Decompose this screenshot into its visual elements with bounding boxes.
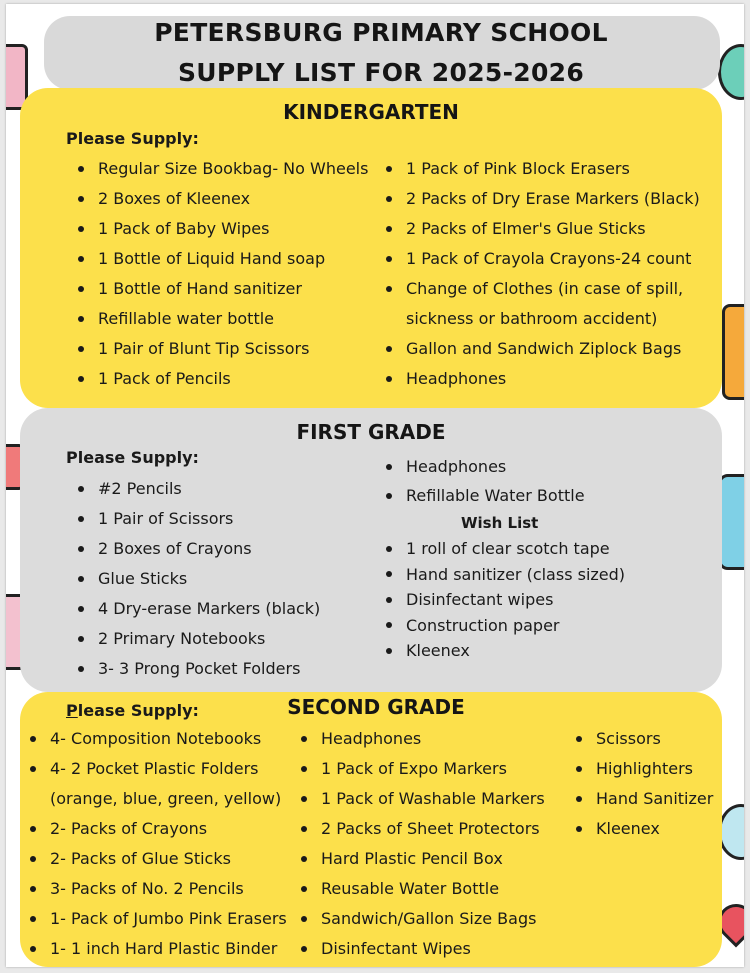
list-item: Construction paper [376,613,625,639]
list-item: Kleenex [566,814,713,844]
list-item: 1 Pack of Washable Markers [291,784,545,814]
first-grade-left-list [68,474,320,684]
list-item: 1 Pack of Pencils [68,364,368,394]
kindergarten-right-list [376,154,700,394]
list-item: Gallon and Sandwich Ziplock Bags [376,334,700,364]
list-item: Highlighters [566,754,713,784]
list-item: 1 Bottle of Liquid Hand soap [68,244,368,274]
first-grade-heading: FIRST GRADE [296,420,446,444]
list-item: 3- Packs of No. 2 Pencils [20,874,287,904]
list-item: 4- Composition Notebooks [20,724,287,754]
list-item: 2 Packs of Sheet Protectors [291,814,545,844]
second-grade-column-1 [20,724,287,964]
kindergarten-heading: KINDERGARTEN [283,100,459,124]
list-item: 1 Pack of Crayola Crayons-24 count [376,244,700,274]
list-item: 1- 1 inch Hard Plastic Binder [20,934,287,964]
list-item: 3- 3 Prong Pocket Folders [68,654,320,684]
second-grade-column-3 [566,724,713,844]
label-rest: lease Supply: [77,701,199,720]
list-item: 1 Pack of Expo Markers [291,754,545,784]
list-item: Scissors [566,724,713,754]
list-item: Disinfectant wipes [376,587,625,613]
second-grade-heading: SECOND GRADE [287,695,465,719]
label-initial: P [66,701,78,720]
list-item: 1 Pair of Scissors [68,504,320,534]
first-grade-wish-list-label: Wish List [461,514,539,532]
first-grade-right-list [376,452,585,510]
list-item: 2- Packs of Glue Sticks [20,844,287,874]
list-item: 1 Pack of Baby Wipes [68,214,368,244]
list-item: 2 Boxes of Crayons [68,534,320,564]
list-item: sickness or bathroom accident) [406,309,658,328]
list-item: #2 Pencils [68,474,320,504]
list-item: 1 roll of clear scotch tape [376,536,625,562]
list-item: 2 Packs of Dry Erase Markers (Black) [376,184,700,214]
list-item: (orange, blue, green, yellow) [50,789,282,808]
supply-list-page [6,4,744,967]
list-item: 1- Pack of Jumbo Pink Erasers [20,904,287,934]
list-item: Sandwich/Gallon Size Bags [291,904,545,934]
kindergarten-please-supply-label: Please Supply: [66,129,199,148]
list-item: 4 Dry-erase Markers (black) [68,594,320,624]
list-item: Kleenex [376,638,625,664]
list-item: Hand Sanitizer [566,784,713,814]
list-item: 2- Packs of Crayons [20,814,287,844]
list-item: Disinfectant Wipes [291,934,545,964]
list-item: 2 Boxes of Kleenex [68,184,368,214]
doodle-right-mid [722,304,744,400]
title-line-1: PETERSBURG PRIMARY SCHOOL [154,18,608,47]
list-item: Headphones [376,452,585,481]
second-grade-please-supply-label [66,701,199,720]
list-item: Headphones [291,724,545,754]
list-item: Regular Size Bookbag- No Wheels [68,154,368,184]
list-item: 1 Pair of Blunt Tip Scissors [68,334,368,364]
list-item: Reusable Water Bottle [291,874,545,904]
list-item: Hard Plastic Pencil Box [291,844,545,874]
second-grade-column-2 [291,724,545,964]
list-item: Hand sanitizer (class sized) [376,562,625,588]
list-item: 2 Packs of Elmer's Glue Sticks [376,214,700,244]
list-item: 4- 2 Pocket Plastic Folders [20,754,287,784]
list-item: 1 Pack of Pink Block Erasers [376,154,700,184]
title-line-2: SUPPLY LIST FOR 2025-2026 [177,58,585,87]
list-item: Refillable Water Bottle [376,481,585,510]
first-grade-please-supply-label: Please Supply: [66,448,199,467]
list-item: Change of Clothes (in case of spill, [376,274,700,304]
kindergarten-left-list [68,154,368,394]
list-item: Refillable water bottle [68,304,368,334]
list-item: 2 Primary Notebooks [68,624,320,654]
list-item: Headphones [376,364,700,394]
list-item: Glue Sticks [68,564,320,594]
first-grade-wish-list [376,536,625,664]
list-item: 1 Bottle of Hand sanitizer [68,274,368,304]
